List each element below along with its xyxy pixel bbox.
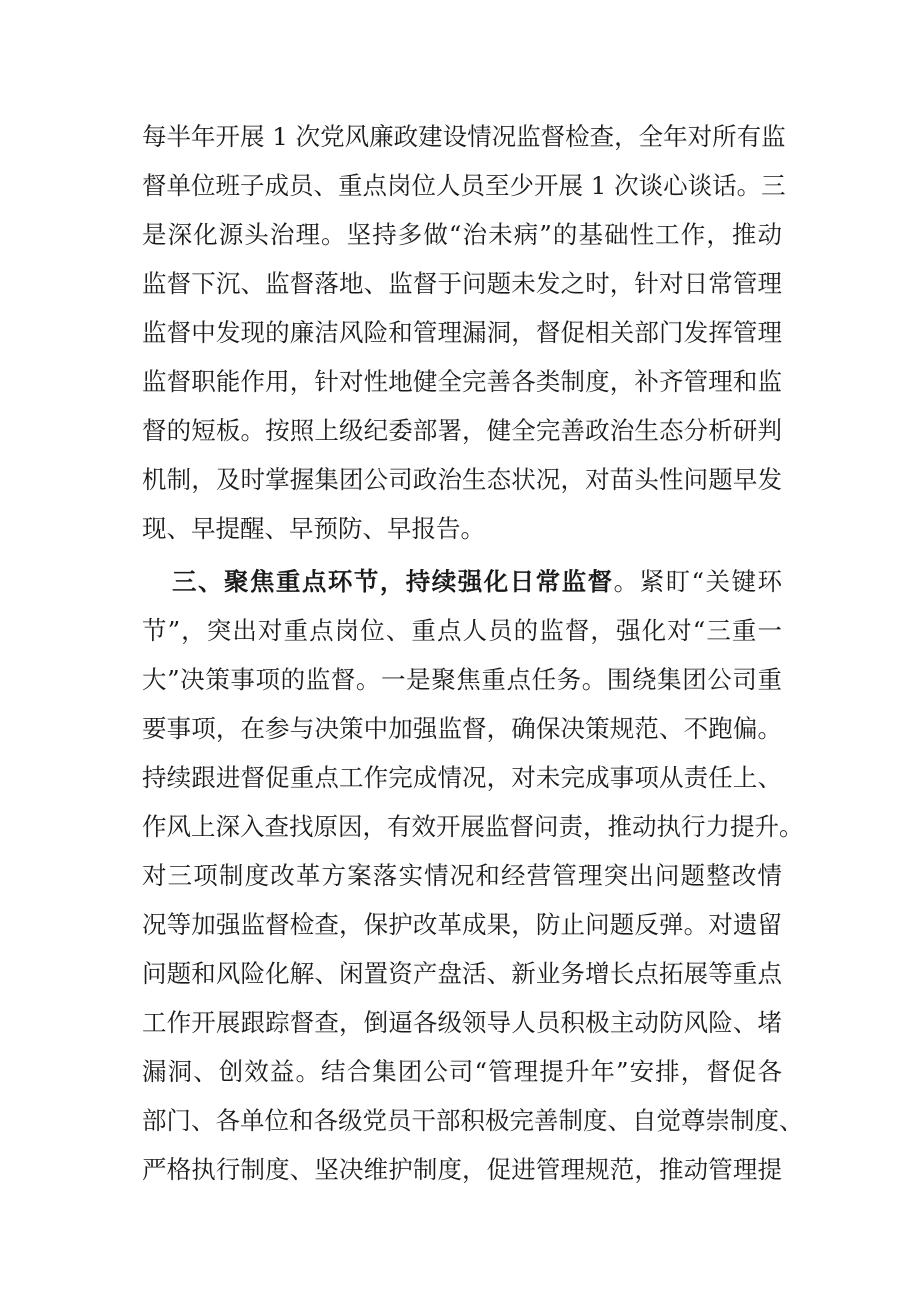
- paragraph-2-line: 大”决策事项的监督。一是聚焦重点任务。围绕集团公司重: [142, 665, 782, 694]
- section-heading-rest: 。紧盯“关键环: [613, 567, 782, 596]
- paragraph-1-line: 督单位班子成员、重点岗位人员至少开展 1 次谈心谈话。三: [142, 171, 786, 200]
- section-heading: 三、聚焦重点环节，持续强化日常监督: [172, 567, 614, 596]
- paragraph-2-line: 节”，突出对重点岗位、重点人员的监督，强化对“三重一: [142, 616, 782, 645]
- paragraph-2-line: 对三项制度改革方案落实情况和经营管理突出问题整改情: [142, 861, 782, 890]
- paragraph-2-line: 工作开展跟踪督查，倒逼各级领导人员积极主动防风险、堵: [142, 1008, 782, 1037]
- paragraph-1-line: 监督中发现的廉洁风险和管理漏洞，督促相关部门发挥管理: [142, 318, 782, 347]
- paragraph-1-line: 现、早提醒、早预防、早报告。: [142, 514, 485, 543]
- paragraph-2-line: 漏洞、创效益。结合集团公司“管理提升年”安排，督促各: [142, 1057, 782, 1086]
- paragraph-1-line: 机制，及时掌握集团公司政治生态状况，对苗头性问题早发: [142, 465, 782, 494]
- paragraph-2-line: 部门、各单位和各级党员干部积极完善制度、自觉尊崇制度、: [142, 1106, 804, 1135]
- paragraph-2-line: 持续跟进督促重点工作完成情况，对未完成事项从责任上、: [142, 763, 782, 792]
- paragraph-1-line: 监督下沉、监督落地、监督于问题未发之时，针对日常管理: [142, 269, 782, 298]
- paragraph-1-line: 监督职能作用，针对性地健全完善各类制度，补齐管理和监: [142, 367, 782, 396]
- paragraph-2-line: 问题和风险化解、闲置资产盘活、新业务增长点拓展等重点: [142, 959, 782, 988]
- paragraph-2-line: 作风上深入查找原因，有效开展监督问责，推动执行力提升。: [142, 812, 804, 841]
- paragraph-2-first-line: [172, 558, 782, 606]
- paragraph-1-line: 每半年开展 1 次党风廉政建设情况监督检查，全年对所有监: [142, 122, 786, 151]
- paragraph-1-line: 督的短板。按照上级纪委部署，健全完善政治生态分析研判: [142, 416, 782, 445]
- paragraph-2-line: 况等加强监督检查，保护改革成果，防止问题反弹。对遗留: [142, 910, 782, 939]
- paragraph-2-line: 要事项，在参与决策中加强监督，确保决策规范、不跑偏。: [142, 714, 782, 743]
- paragraph-2-line: 严格执行制度、坚决维护制度，促进管理规范，推动管理提: [142, 1155, 782, 1184]
- paragraph-1-line: 是深化源头治理。坚持多做“治未病”的基础性工作，推动: [142, 220, 782, 249]
